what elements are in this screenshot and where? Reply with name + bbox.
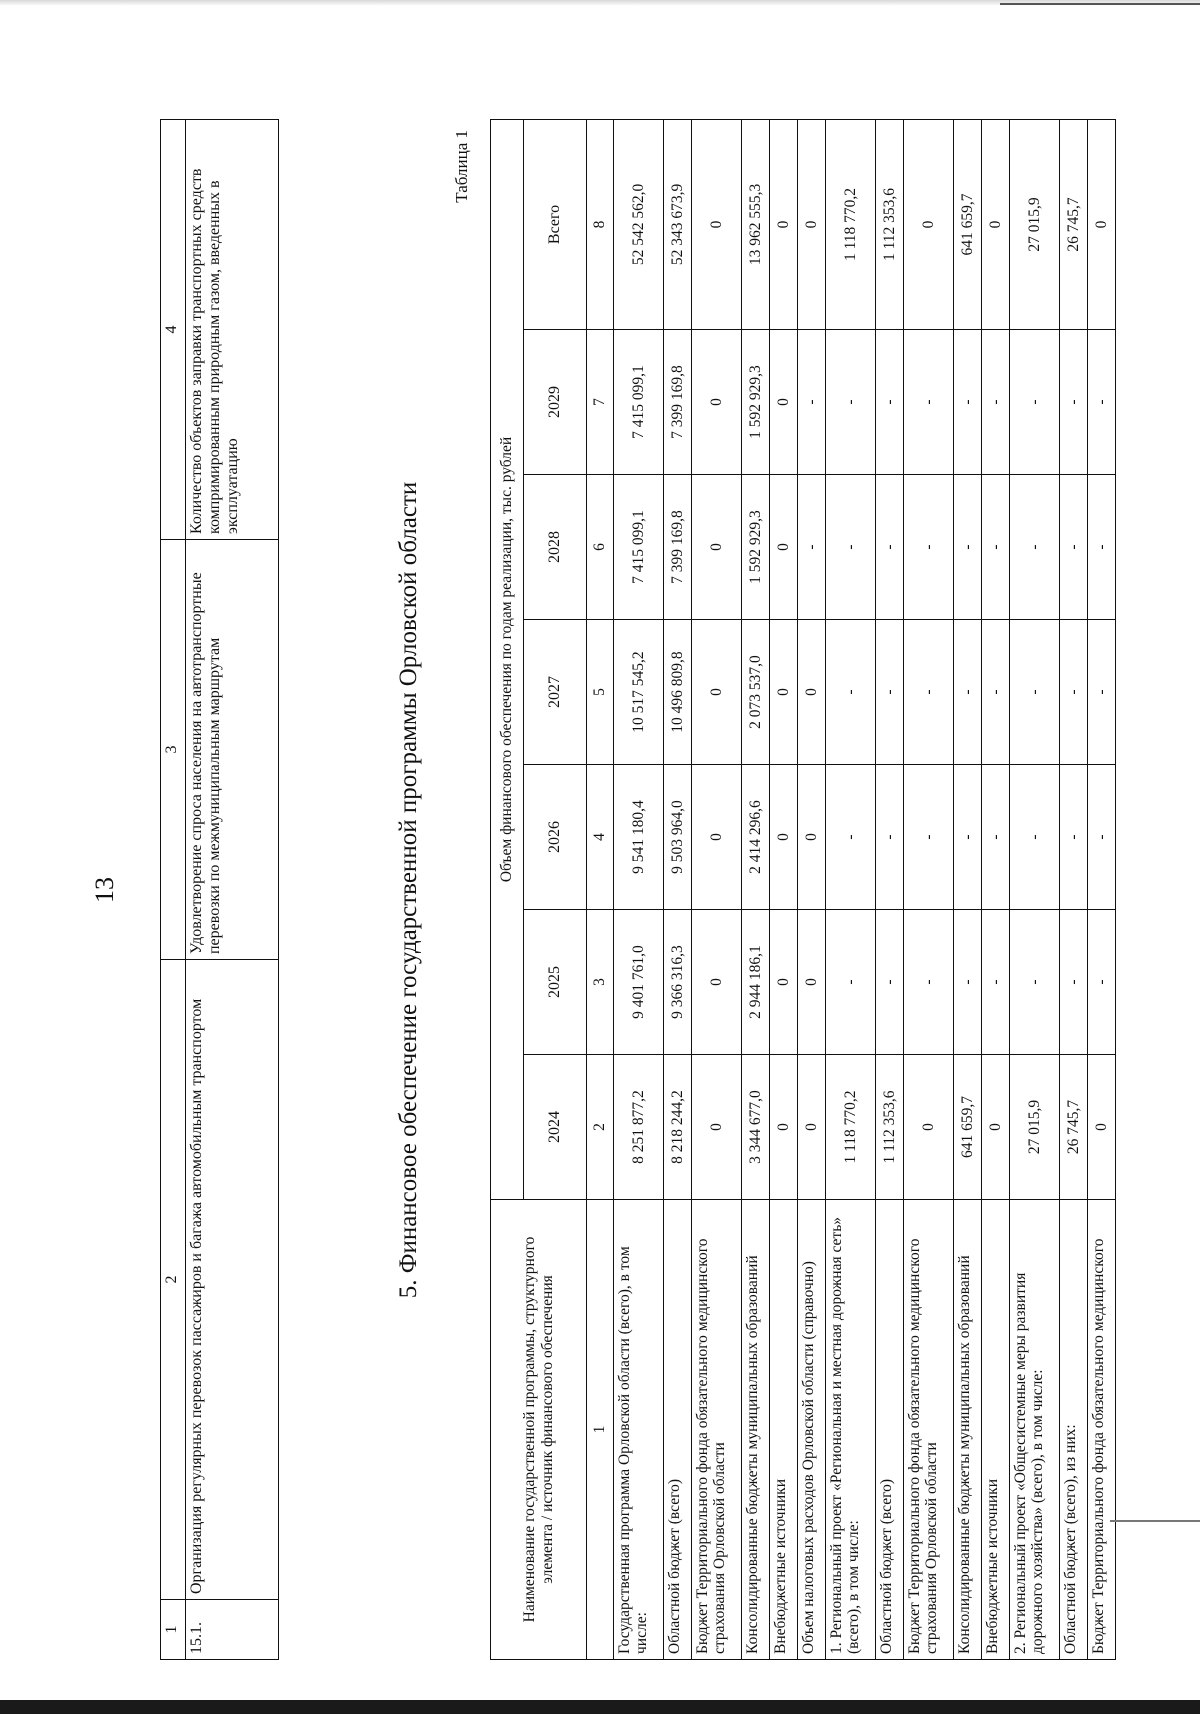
row-value: 1 592 929,3 [742, 330, 770, 475]
row-value: 2 944 186,1 [742, 910, 770, 1055]
row-value: - [876, 910, 904, 1055]
row-value: - [1010, 475, 1060, 620]
row-number: 15.1. [186, 1600, 279, 1660]
row-value: - [1088, 620, 1116, 765]
goals-table-row [186, 120, 279, 1660]
row-value: 0 [692, 620, 742, 765]
row-value: 1 118 770,2 [826, 119, 876, 329]
year-2026: 2026 [524, 765, 587, 910]
row-value: - [1060, 475, 1088, 620]
row-value: - [982, 765, 1010, 910]
row-value: - [876, 765, 904, 910]
row-label: Консолидированные бюджеты муниципальных образований [954, 1200, 982, 1660]
row-value: - [1060, 330, 1088, 475]
finance-row [692, 119, 742, 1659]
col-number: 8 [587, 119, 614, 329]
row-value: 0 [692, 475, 742, 620]
finance-row [1088, 119, 1116, 1659]
scan-edge-bottom [0, 1700, 1200, 1714]
row-value: 7 415 099,1 [614, 475, 664, 620]
row-value: 0 [692, 1055, 742, 1200]
row-value: - [954, 620, 982, 765]
task-cell: Организация регулярных перевозок пассажиров и багажа автомобильным транспортом [186, 960, 279, 1600]
row-label: Областной бюджет (всего) [876, 1200, 904, 1660]
row-value: - [1088, 910, 1116, 1055]
finance-row [614, 119, 664, 1659]
row-value: 8 251 877,2 [614, 1055, 664, 1200]
row-label: Консолидированные бюджеты муниципальных образований [742, 1200, 770, 1660]
row-value: - [904, 910, 954, 1055]
rotated-document-sheet [60, 100, 1110, 1680]
row-value: - [876, 620, 904, 765]
row-value: - [954, 765, 982, 910]
row-value: 0 [770, 119, 798, 329]
row-value: 0 [1088, 119, 1116, 329]
row-value: 0 [982, 1055, 1010, 1200]
row-label: Областной бюджет (всего) [664, 1200, 692, 1660]
finance-row [770, 119, 798, 1659]
goals-col-2: 2 [161, 960, 186, 1600]
row-value: - [1010, 765, 1060, 910]
row-value: - [982, 620, 1010, 765]
row-value: - [1088, 330, 1116, 475]
row-value: 1 112 353,6 [876, 119, 904, 329]
row-value: 0 [982, 119, 1010, 329]
year-2025: 2025 [524, 910, 587, 1055]
row-label: Объем налоговых расходов Орловской области (справочно) [798, 1200, 826, 1660]
row-value: 0 [798, 910, 826, 1055]
row-value: 27 015,9 [1010, 119, 1060, 329]
name-header: Наименование государственной программы, структурного элемента / источник финансового обеспечения [491, 1200, 587, 1660]
row-value: - [904, 765, 954, 910]
row-value: 52 343 673,9 [664, 119, 692, 329]
row-label: Государственная программа Орловской области (всего), в том числе: [614, 1200, 664, 1660]
row-value: - [982, 475, 1010, 620]
row-value: 1 118 770,2 [826, 1055, 876, 1200]
goals-table [160, 119, 279, 1660]
row-label: Внебюджетные источники [770, 1200, 798, 1660]
row-value: - [1088, 475, 1116, 620]
row-value: - [982, 330, 1010, 475]
row-label: Бюджет Территориального фонда обязательного медицинского страхования Орловской области [904, 1200, 954, 1660]
row-label: 2. Региональный проект «Общесистемные меры развития дорожного хозяйства» (всего), в том числе: [1010, 1200, 1060, 1660]
row-value: 26 745,7 [1060, 119, 1088, 329]
finance-row [904, 119, 954, 1659]
col-number: 1 [587, 1200, 614, 1660]
goals-table-header [161, 120, 186, 1660]
row-value: 2 073 537,0 [742, 620, 770, 765]
row-label: Бюджет Территориального фонда обязательного медицинского [1088, 1200, 1116, 1660]
finance-row [876, 119, 904, 1659]
finance-table [490, 119, 1116, 1660]
row-value: - [954, 910, 982, 1055]
year-2024: 2024 [524, 1055, 587, 1200]
row-label: 1. Региональный проект «Региональная и местная дорожная сеть» (всего), в том числе: [826, 1200, 876, 1660]
row-value: 7 399 169,8 [664, 475, 692, 620]
row-value: 0 [770, 1055, 798, 1200]
finance-row [664, 119, 692, 1659]
row-value: 0 [798, 620, 826, 765]
goals-col-1: 1 [161, 1600, 186, 1660]
row-label: Областной бюджет (всего), из них: [1060, 1200, 1088, 1660]
year-total: Всего [524, 119, 587, 329]
row-value: 0 [798, 765, 826, 910]
row-value: 0 [692, 910, 742, 1055]
finance-header-column-numbers [587, 119, 614, 1659]
row-value: - [904, 330, 954, 475]
scan-line-top [1000, 3, 1200, 5]
row-value: - [826, 475, 876, 620]
row-value: - [904, 475, 954, 620]
row-value: 0 [770, 330, 798, 475]
row-value: 0 [1088, 1055, 1116, 1200]
row-value: 13 962 555,3 [742, 119, 770, 329]
col-number: 3 [587, 910, 614, 1055]
finance-row [954, 119, 982, 1659]
row-value: - [1010, 330, 1060, 475]
col-number: 6 [587, 475, 614, 620]
section-title: 5. Финансовое обеспечение государственной программы Орловской области [395, 481, 422, 1299]
row-value: - [826, 910, 876, 1055]
finance-row [1060, 119, 1088, 1659]
row-value: 9 541 180,4 [614, 765, 664, 910]
row-value: 0 [798, 1055, 826, 1200]
row-value: 0 [770, 620, 798, 765]
row-value: 0 [904, 1055, 954, 1200]
row-value: - [954, 330, 982, 475]
table-caption: Таблица 1 [452, 130, 471, 203]
row-value: - [982, 910, 1010, 1055]
row-value: 0 [770, 765, 798, 910]
row-value: 2 414 296,6 [742, 765, 770, 910]
row-value: 10 517 545,2 [614, 620, 664, 765]
col-number: 7 [587, 330, 614, 475]
finance-row [826, 119, 876, 1659]
indicator-cell: Количество объектов заправки транспортных средств компримированным природным газом, введенных в эксплуатацию [186, 120, 279, 540]
row-value: - [1060, 765, 1088, 910]
row-value: - [798, 330, 826, 475]
col-number: 4 [587, 765, 614, 910]
row-value: 0 [692, 330, 742, 475]
row-value: - [904, 620, 954, 765]
row-value: 641 659,7 [954, 119, 982, 329]
row-value: 27 015,9 [1010, 1055, 1060, 1200]
row-value: 0 [904, 119, 954, 329]
year-2029: 2029 [524, 330, 587, 475]
scan-line-right [1110, 1520, 1200, 1522]
row-label: Бюджет Территориального фонда обязательного медицинского страхования Орловской области [692, 1200, 742, 1660]
goals-col-3: 3 [161, 540, 186, 960]
row-value: 0 [692, 765, 742, 910]
row-value: 7 415 099,1 [614, 330, 664, 475]
row-value: 8 218 244,2 [664, 1055, 692, 1200]
row-label: Внебюджетные источники [982, 1200, 1010, 1660]
row-value: 9 503 964,0 [664, 765, 692, 910]
row-value: 7 399 169,8 [664, 330, 692, 475]
col-number: 2 [587, 1055, 614, 1200]
row-value: - [1060, 910, 1088, 1055]
row-value: 1 112 353,6 [876, 1055, 904, 1200]
finance-header-row-1 [491, 119, 524, 1659]
row-value: 1 592 929,3 [742, 475, 770, 620]
finance-row [798, 119, 826, 1659]
volume-header: Объем финансового обеспечения по годам реализации, тыс. рублей [491, 119, 524, 1199]
row-value: 10 496 809,8 [664, 620, 692, 765]
row-value: 52 542 562,0 [614, 119, 664, 329]
row-value: 0 [692, 119, 742, 329]
finance-row [1010, 119, 1060, 1659]
finance-table-body [614, 119, 1116, 1659]
page-number: 13 [90, 877, 119, 903]
row-value: - [1010, 620, 1060, 765]
row-value: - [826, 620, 876, 765]
effect-cell: Удовлетворение спроса населения на автотранспортные перевозки по межмуниципальным маршрутам [186, 540, 279, 960]
finance-row [742, 119, 770, 1659]
goals-col-4: 4 [161, 120, 186, 540]
row-value: 0 [770, 910, 798, 1055]
row-value: - [1010, 910, 1060, 1055]
row-value: - [876, 330, 904, 475]
row-value: 9 366 316,3 [664, 910, 692, 1055]
row-value: - [876, 475, 904, 620]
row-value: - [1060, 620, 1088, 765]
row-value: - [826, 330, 876, 475]
row-value: - [1088, 765, 1116, 910]
row-value: 0 [798, 119, 826, 329]
row-value: 9 401 761,0 [614, 910, 664, 1055]
row-value: - [826, 765, 876, 910]
row-value: 641 659,7 [954, 1055, 982, 1200]
finance-row [982, 119, 1010, 1659]
row-value: - [798, 475, 826, 620]
row-value: 0 [770, 475, 798, 620]
row-value: - [954, 475, 982, 620]
year-2028: 2028 [524, 475, 587, 620]
row-value: 3 344 677,0 [742, 1055, 770, 1200]
row-value: 26 745,7 [1060, 1055, 1088, 1200]
col-number: 5 [587, 620, 614, 765]
year-2027: 2027 [524, 620, 587, 765]
